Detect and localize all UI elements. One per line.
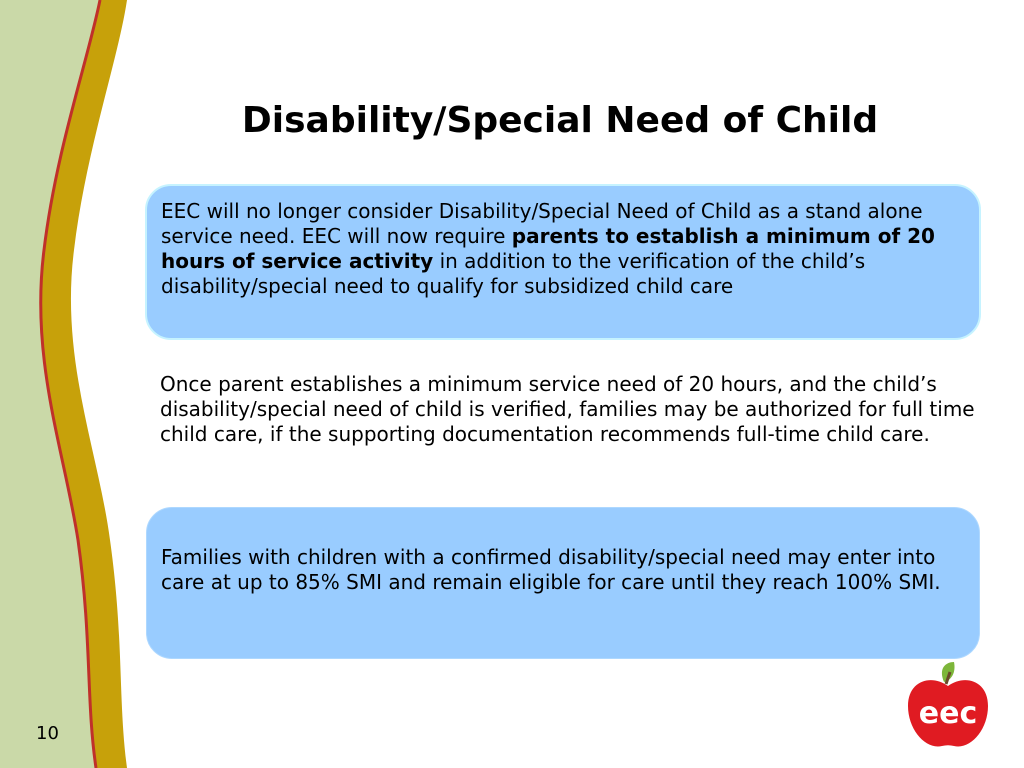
service-need-callout <box>145 184 981 340</box>
decorative-sidebar-wave <box>0 0 140 768</box>
full-time-care-text: Once parent establishes a minimum service need of 20 hours, and the child’s disability/special need of child is verified, families may be authorized for full time child care, if the supporting documentation recommends full-time child care. <box>160 372 975 446</box>
logo-text: eec <box>918 696 978 731</box>
service-need-text-bold: parents to establish a minimum of 20 hours of service activity <box>161 224 935 273</box>
full-time-care-paragraph <box>160 372 980 447</box>
eligibility-text: Families with children with a confirmed disability/special need may enter into care at up to 85% SMI and remain eligible for care until they reach 100% SMI. <box>161 545 941 594</box>
service-need-text <box>161 199 965 299</box>
slide-title: Disability/Special Need of Child <box>241 100 879 141</box>
service-need-text-tail: in addition to the verification of the child’s disability/special need to qualify for subsidized child care <box>161 249 866 298</box>
apple-logo-icon <box>902 660 994 752</box>
eligibility-callout <box>146 507 980 659</box>
slide-number: 10 <box>36 723 59 744</box>
service-need-text-lead: EEC will no longer consider Disability/Special Need of Child as a stand alone service need. EEC will now require <box>161 199 923 248</box>
